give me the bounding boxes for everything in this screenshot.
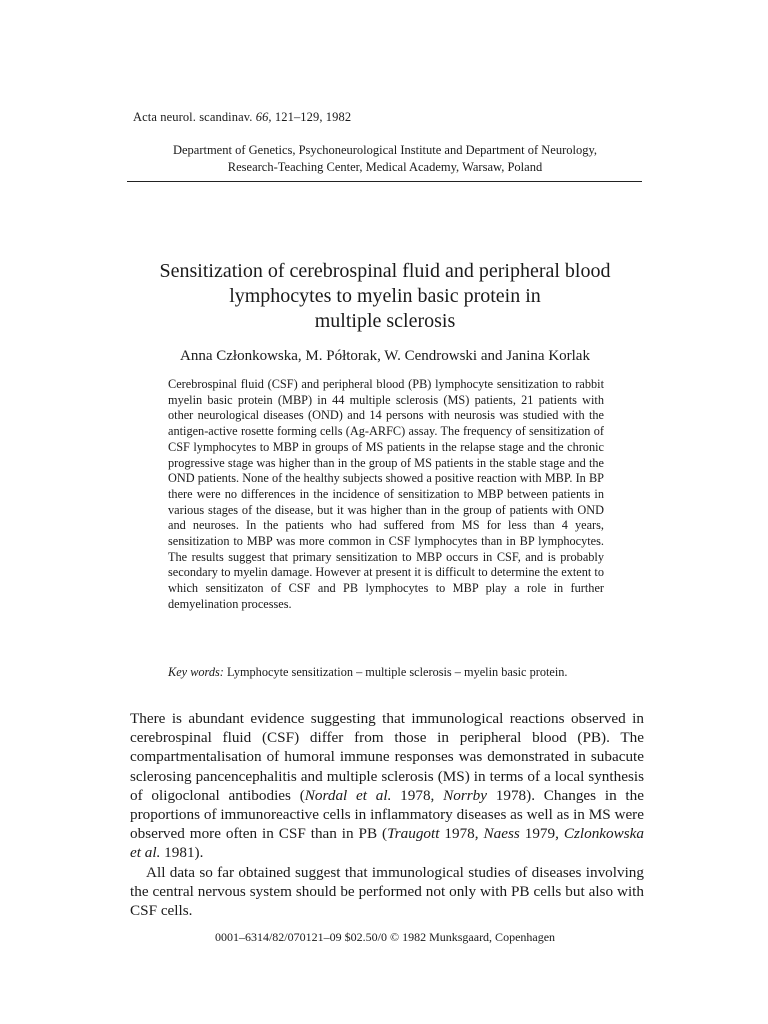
- citation: Czlonkowska et al.: [130, 825, 645, 862]
- title-line-3: multiple sclerosis: [314, 310, 456, 332]
- title-line-1: Sensitization of cerebrospinal fluid and peripheral blood: [159, 260, 611, 282]
- affiliation-line-1: Department of Genetics, Psychoneurological Institute and Department of Neurology,: [172, 143, 598, 157]
- body-text-span: 1981).: [160, 844, 204, 862]
- journal-pages-year: 121–129, 1982: [274, 110, 352, 124]
- keywords-label: Key words:: [168, 665, 224, 679]
- paper-title: [100, 259, 670, 334]
- citation: Norrby: [443, 786, 487, 804]
- body-paragraph-1: [130, 709, 644, 863]
- journal-name: Acta neurol. scandinav.: [133, 110, 253, 124]
- author-list: Anna Członkowska, M. Półtorak, W. Cendrowski and Janina Korlak: [180, 348, 590, 364]
- journal-citation: [133, 110, 351, 125]
- title-line-2: lymphocytes to myelin basic protein in: [229, 285, 541, 307]
- keywords-text: Lymphocyte sensitization – multiple sclerosis – myelin basic protein.: [226, 665, 568, 679]
- body-paragraph-2: All data so far obtained suggest that immunological studies of diseases involving the central nervous system should be performed not only with PB cells but also with CSF cells.: [130, 863, 644, 920]
- abstract: Cerebrospinal fluid (CSF) and peripheral blood (PB) lymphocyte sensitization to rabbit myelin basic protein (MBP) in 44 multiple sclerosis (MS) patients, 21 patients with other neurological diseases (OND) and 14 persons with neurosis was studied with the antigen-active rosette forming cells (Ag-ARFC) assay. The frequency of sensitization of CSF lymphocytes to MBP in groups of MS patients in the relapse stage and the chronic progressive stage was higher than in the group of MS patients in the stable stage and the OND patients. None of the healthy subjects showed a positive reaction with MBP. In BP there were no differences in the incidence of sensitization to MBP between patients in various stages of the disease, but it was higher than in the group of patients with OND and neuroses. In the patients who had suffered from MS for less than 4 years, sensitization to MBP was more common in CSF lymphocytes than in BP lymphocytes. The results suggest that primary sensitization to MBP occurs in CSF, and is probably secondary to myelin damage. However at present it is difficult to determine the extent to which sensitizaton of CSF and PB lymphocytes to MBP play a role in further demyelination processes.: [168, 377, 604, 611]
- journal-volume: 66,: [255, 110, 272, 124]
- body-text-span: There is abundant evidence suggesting that immunological reactions observed in cerebrospinal fluid (CSF) differ from those in peripheral blood (PB). The compartmentalisation of humoral immune responses was demonstrated in subacute sclerosing pancencephalitis and multiple sclerosis (MS) in terms of a local synthesis of oligoclonal antibodies (: [130, 710, 644, 804]
- copyright-footer: 0001–6314/82/070121–09 $02.50/0 © 1982 Munksgaard, Copenhagen: [214, 930, 556, 944]
- citation: Traugott: [387, 825, 440, 843]
- header-divider: [127, 181, 642, 182]
- body-text-span: 1978,: [439, 825, 484, 843]
- affiliation: [100, 142, 670, 176]
- citation: Nordal et al.: [304, 786, 392, 804]
- body-text-span: 1978,: [391, 786, 444, 804]
- body-text-span: 1979,: [519, 825, 564, 843]
- body-text: [130, 709, 644, 920]
- body-text-span: 1978). Changes in the proportions of immunoreactive cells in inflammatory diseases as well as in MS were observed more often in CSF than in PB (: [130, 786, 644, 843]
- keywords: [168, 665, 604, 681]
- affiliation-line-2: Research-Teaching Center, Medical Academy, Warsaw, Poland: [227, 160, 543, 174]
- citation: Naess: [483, 825, 520, 843]
